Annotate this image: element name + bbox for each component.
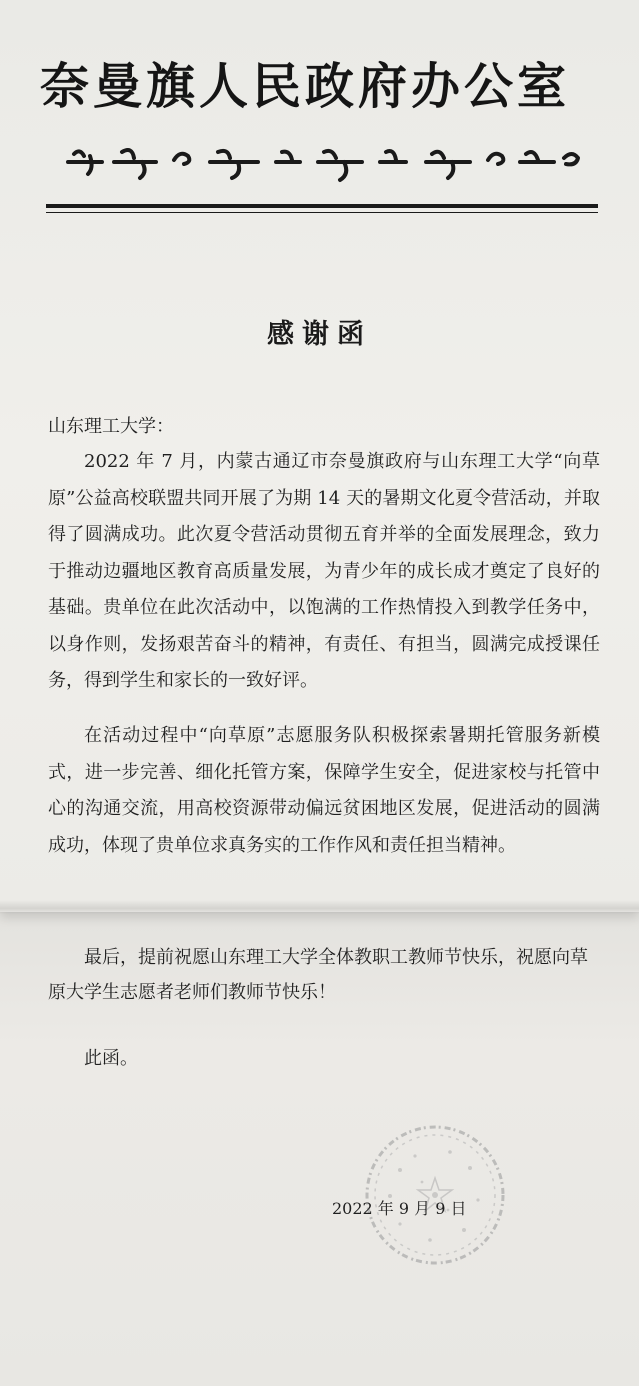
paper-fold xyxy=(0,900,639,914)
paragraph-1: 2022 年 7 月，内蒙古通辽市奈曼旗政府与山东理工大学“向草原”公益高校联盟共同开展了为期 14 天的暑期文化夏令营活动，并取得了圆满成功。此次夏令营活动贯彻五育并举的全面发展理念，致力于推动边疆地区教育高质量发展，为青少年的成长成才奠定了良好的基础。贵单位在此次活动中，以饱满的工作热情投入到教学任务中，以身作则，发扬艰苦奋斗的精神，有责任、有担当，圆满完成授课任务，得到学生和家长的一致好评。 xyxy=(48,451,600,691)
official-seal-stamp xyxy=(360,1120,510,1270)
document-date: 2022 年 9 月 9 日 xyxy=(332,1199,467,1218)
mongolian-script-logo xyxy=(62,138,582,186)
salutation: 山东理工大学： xyxy=(48,416,174,437)
letterhead-org-name: 奈曼旗人民政府办公室 xyxy=(40,58,571,115)
closing-text: 此函。 xyxy=(84,1048,138,1069)
paragraph-2: 在活动过程中“向草原”志愿服务队积极探索暑期托管服务新模式，进一步完善、细化托管方案，保障学生安全，促进家校与托管中心的沟通交流，用高校资源带动偏远贫困地区发展，促进活动的圆满成功，体现了贵单位求真务实的工作作风和责任担当精神。 xyxy=(48,725,600,856)
paragraph-3: 最后，提前祝愿山东理工大学全体教职工教师节快乐，祝愿向草原大学生志愿者老师们教师节快乐！ xyxy=(48,947,588,1003)
document-title: 感谢函 xyxy=(267,319,372,350)
letterhead-rule-thin xyxy=(46,212,598,213)
letterhead-rule-thick xyxy=(46,204,598,208)
